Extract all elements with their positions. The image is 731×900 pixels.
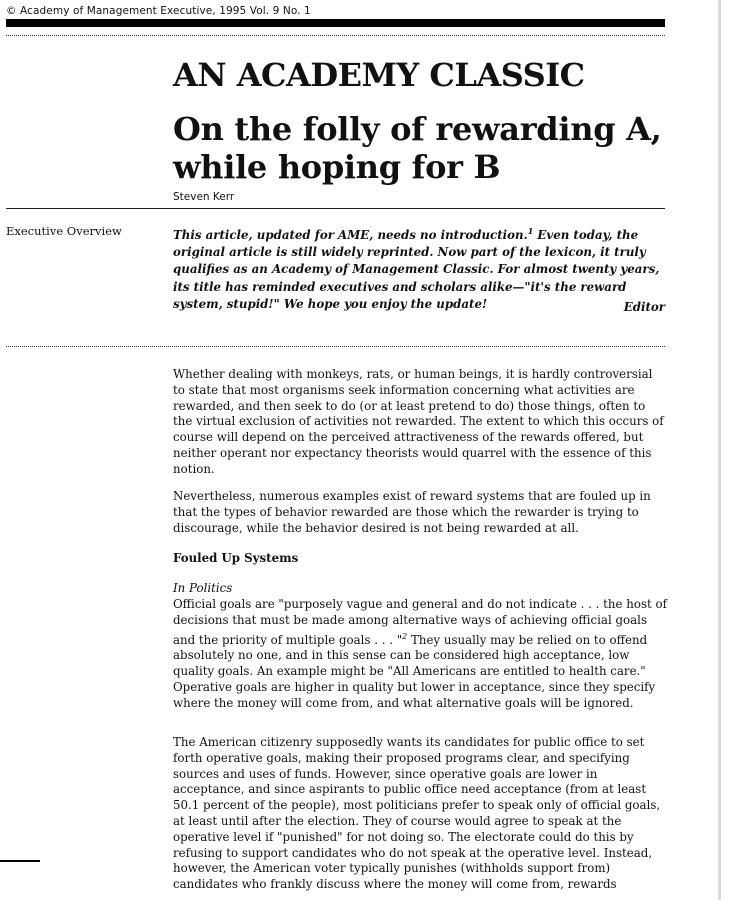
body-paragraph-3 bbox=[173, 597, 667, 712]
executive-overview-label: Executive Overview bbox=[6, 224, 122, 238]
section-heading: Fouled Up Systems bbox=[173, 551, 299, 565]
footnote-ref-2: 2 bbox=[402, 631, 408, 641]
footnote-ref-1: 1 bbox=[527, 226, 534, 236]
article-author: Steven Kerr bbox=[173, 191, 235, 203]
margin-mark bbox=[0, 860, 40, 862]
body-paragraph-2: Nevertheless, numerous examples exist of reward systems that are fouled up in that the types of behavior rewarded are those which the rewarder is trying to discourage, while the behavior desired is not being rewarded at all. bbox=[173, 489, 651, 535]
page-edge bbox=[718, 0, 721, 900]
article-kicker: AN ACADEMY CLASSIC bbox=[173, 56, 585, 94]
editor-signature: Editor bbox=[623, 300, 665, 314]
dotted-divider-middle bbox=[6, 346, 665, 347]
body-paragraph-4: The American citizenry supposedly wants its candidates for public office to set forth operative goals, making their proposed programs clear, and specifying sources and uses of funds. However, since operative goals are lower in acceptance, and since aspirants to public office need acceptance (from at least 50.1 percent of the people), most politicians prefer to speak only of official goals, at least until after the election. They of course would agree to speak at the operative level if "punished" for not doing so. The electorate could do this by refusing to support candidates who do not speak at the operative level. Instead, however, the American voter typically punishes (withholds support from) candidates who frankly discuss where the money will come from, rewards bbox=[173, 735, 661, 892]
overview-text-start: This article, updated for AME, needs no introduction. bbox=[173, 227, 528, 242]
title-line-1: On the folly of rewarding A, bbox=[173, 110, 662, 148]
header-rule bbox=[6, 19, 665, 27]
article-title bbox=[173, 110, 661, 186]
executive-overview-text bbox=[173, 223, 667, 313]
dotted-divider-top bbox=[6, 35, 665, 36]
paragraph-3-start: Official goals are "purposely vague and general and do not indicate . . . the host of decisions that must be made among alternative ways of achieving official goals and the priority of multiple goals . . . " bbox=[173, 597, 667, 647]
overview-text-rest: Even today, the original article is still widely reprinted. Now part of the lexicon, it truly qualifies as an Academy of Management Classic. For almost twenty years, its title has reminded executives and scholars alike—"it's the reward system, stupid!" We hope you enjoy the update! bbox=[173, 227, 660, 311]
title-rule bbox=[6, 208, 665, 209]
paragraph-3-rest: They usually may be relied on to offend absolutely no one, and in this sense can be considered high acceptance, low quality goals. An example might be "All Americans are entitled to health care." Operative goals are higher in quality but lower in acceptance, since they specify where the money will come from, and what alternative goals will be ignored. bbox=[173, 632, 656, 710]
title-line-2: while hoping for B bbox=[173, 148, 501, 186]
journal-citation: © Academy of Management Executive, 1995 Vol. 9 No. 1 bbox=[6, 5, 311, 17]
body-paragraph-1: Whether dealing with monkeys, rats, or human beings, it is hardly controversial to state that most organisms seek information concerning what activities are rewarded, and then seek to do (or at least pretend to do) those things, often to the virtual exclusion of activities not rewarded. The extent to which this occurs of course will depend on the perceived attractiveness of the rewards offered, but neither operant nor expectancy theorists would quarrel with the essence of this notion. bbox=[173, 367, 664, 476]
subsection-heading: In Politics bbox=[173, 581, 233, 595]
